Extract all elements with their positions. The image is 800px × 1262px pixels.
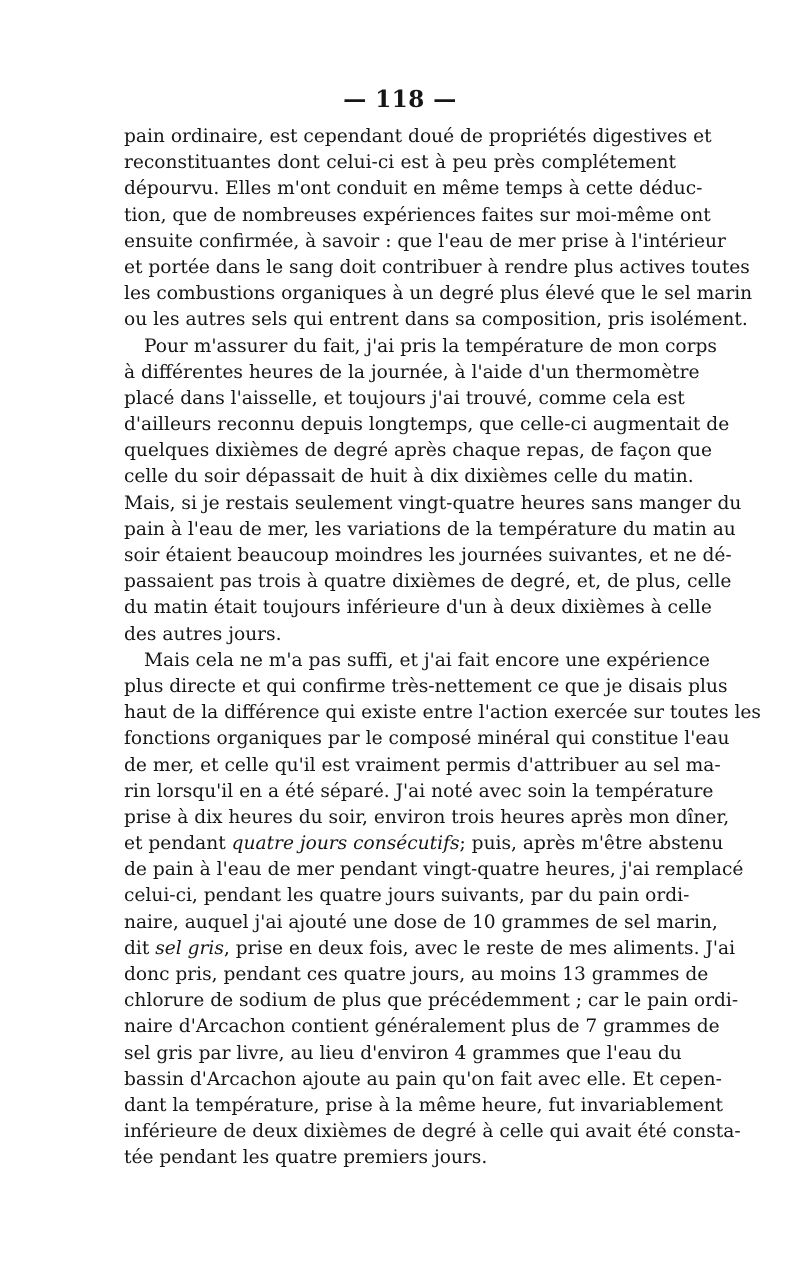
- text-line-italic: [124, 831, 724, 857]
- line-segment: dit: [124, 937, 156, 959]
- text-line: quelques dixièmes de degré après chaque repas, de façon que: [124, 440, 712, 462]
- text-line: tion, que de nombreuses expériences faites sur moi-même ont: [124, 204, 711, 226]
- emphasis-text: quatre jours consécutifs: [231, 833, 460, 855]
- text-line: ensuite confirmée, à savoir : que l'eau de mer prise à l'intérieur: [124, 230, 726, 252]
- text-line: les combustions organiques à un degré plus élevé que le sel marin: [124, 283, 753, 305]
- text-line: passaient pas trois à quatre dixièmes de degré, et, de plus, celle: [124, 571, 732, 593]
- text-line: naire, auquel j'ai ajouté une dose de 10 grammes de sel marin,: [124, 911, 718, 933]
- text-line: reconstituantes dont celui-ci est à peu près complétement: [124, 152, 676, 174]
- text-line: prise à dix heures du soir, environ trois heures après mon dîner,: [124, 806, 730, 828]
- line-segment: et pendant: [124, 833, 232, 855]
- text-line: inférieure de deux dixièmes de degré à celle qui avait été consta-: [124, 1121, 741, 1143]
- text-line: naire d'Arcachon contient généralement plus de 7 grammes de: [124, 1016, 720, 1038]
- text-line: fonctions organiques par le composé minéral qui constitue l'eau: [124, 728, 730, 750]
- text-line: placé dans l'aisselle, et toujours j'ai trouvé, comme cela est: [124, 387, 685, 409]
- text-line: tée pendant les quatre premiers jours.: [124, 1147, 488, 1169]
- text-line: haut de la différence qui existe entre l'action exercée sur toutes les: [124, 702, 761, 724]
- text-line: Mais, si je restais seulement vingt-quatre heures sans manger du: [124, 492, 742, 514]
- text-line: et portée dans le sang doit contribuer à rendre plus actives toutes: [124, 256, 750, 278]
- text-line: dépourvu. Elles m'ont conduit en même temps à cette déduc-: [124, 178, 703, 200]
- body-text: [124, 124, 761, 1172]
- text-line: pain ordinaire, est cependant doué de propriétés digestives et: [124, 126, 712, 147]
- text-line: celle du soir dépassait de huit à dix dixièmes celle du matin.: [124, 466, 694, 488]
- text-line: de pain à l'eau de mer pendant vingt-quatre heures, j'ai remplacé: [124, 859, 744, 881]
- text-line: celui-ci, pendant les quatre jours suivants, par du pain ordi-: [124, 885, 690, 907]
- text-line: bassin d'Arcachon ajoute au pain qu'on fait avec elle. Et cepen-: [124, 1068, 722, 1090]
- text-line: ou les autres sels qui entrent dans sa composition, pris isolément.: [124, 309, 748, 331]
- text-line: sel gris par livre, au lieu d'environ 4 grammes que l'eau du: [124, 1042, 682, 1064]
- line-segment: , prise en deux fois, avec le reste de mes aliments. J'ai: [223, 937, 736, 959]
- text-line: Mais cela ne m'a pas suffi, et j'ai fait encore une expérience: [144, 649, 710, 671]
- text-line: de mer, et celle qu'il est vraiment permis d'attribuer au sel ma-: [124, 754, 721, 776]
- text-line: d'ailleurs reconnu depuis longtemps, que celle-ci augmentait de: [124, 414, 730, 436]
- line-segment: ; puis, après m'être abstenu: [459, 833, 724, 855]
- text-line: des autres jours.: [124, 623, 282, 645]
- text-line: chlorure de sodium de plus que précédemment ; car le pain ordi-: [124, 990, 739, 1012]
- text-line: Pour m'assurer du fait, j'ai pris la température de mon corps: [144, 335, 717, 357]
- text-line-italic: [124, 936, 736, 962]
- text-line: donc pris, pendant ces quatre jours, au moins 13 grammes de: [124, 964, 709, 985]
- text-line: soir étaient beaucoup moindres les journées suivantes, et ne dé-: [124, 545, 732, 566]
- text-line: rin lorsqu'il en a été séparé. J'ai noté avec soin la température: [124, 780, 714, 802]
- text-line: dant la température, prise à la même heure, fut invariablement: [124, 1094, 724, 1116]
- text-line: plus directe et qui confirme très-nettement ce que je disais plus: [124, 675, 728, 697]
- emphasis-text: sel gris: [155, 937, 224, 959]
- text-line: à différentes heures de la journée, à l'aide d'un thermomètre: [124, 361, 700, 383]
- page-number: — 118 —: [343, 86, 457, 113]
- text-line: du matin était toujours inférieure d'un à deux dixièmes à celle: [124, 597, 712, 619]
- text-line: pain à l'eau de mer, les variations de la température du matin au: [124, 518, 736, 540]
